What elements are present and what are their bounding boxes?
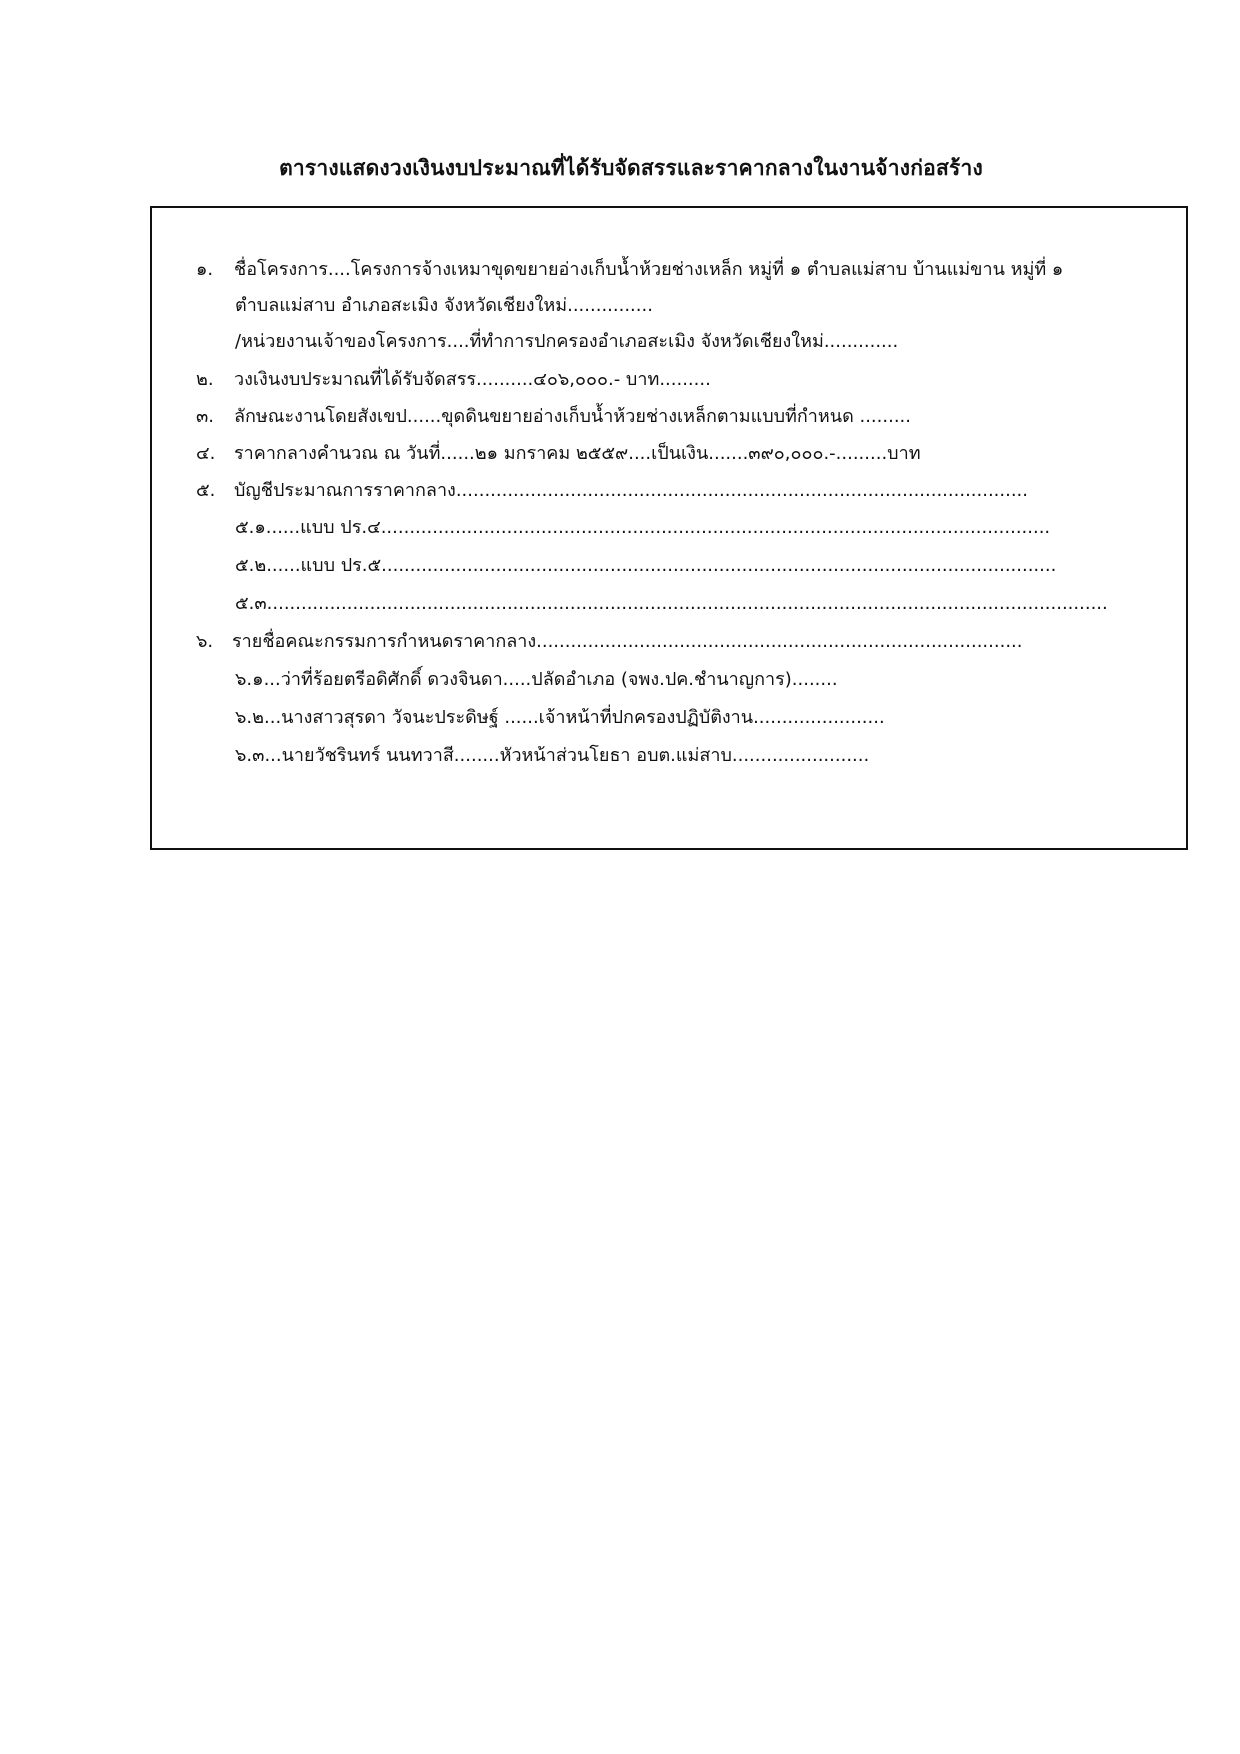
item-4-line (196, 442, 921, 466)
item-6-member-1: ๖.๑...ว่าที่ร้อยตรีอดิศักดิ์ ดวงจินดา.....ปลัดอำเภอ (จพง.ปค.ชำนาญการ)........ (235, 669, 838, 690)
item-1-project-name: ชื่อโครงการ....โครงการจ้างเหมาขุดขยายอ่างเก็บน้ำห้วยช่างเหล็ก หมู่ที่ ๑ ตำบลแม่สาบ บ้านแม่ขาน หมู่ที่ ๑ (234, 259, 1064, 280)
item-6-member-3: ๖.๓...นายวัชรินทร์ นนทวาสี........หัวหน้าส่วนโยธา อบต.แม่สาบ........................ (235, 745, 870, 766)
item-6-number: ๖. (196, 631, 214, 652)
item-3-line (196, 405, 911, 429)
item-1-number: ๑. (196, 259, 214, 280)
item-1-line-3-owner: /หน่วยงานเจ้าของโครงการ....ที่ทำการปกครองอำเภอสะเมิง จังหวัดเชียงใหม่............. (235, 331, 899, 352)
item-2-line (196, 368, 711, 392)
item-5-estimate-list: บัญชีประมาณการราคากลาง.................................................................................................... (234, 480, 1029, 501)
item-5-sub-1: ๕.๑......แบบ ปร.๔..................................................................................................................... (235, 517, 1051, 538)
item-4-number: ๔. (196, 443, 216, 464)
item-1-line-2: ตำบลแม่สาบ อำเภอสะเมิง จังหวัดเชียงใหม่............... (235, 295, 653, 316)
item-4-median-price: ราคากลางคำนวณ ณ วันที่......๒๑ มกราคม ๒๕๕๙....เป็นเงิน.......๓๙๐,๐๐๐.-.........บาท (234, 443, 921, 464)
item-3-number: ๓. (196, 406, 215, 427)
item-5-number: ๕. (196, 480, 216, 501)
item-3-description: ลักษณะงานโดยสังเขป......ขุดดินขยายอ่างเก็บน้ำห้วยช่างเหล็กตามแบบที่กำหนด ......... (234, 406, 911, 427)
item-5-line (196, 479, 1028, 503)
item-6-member-2: ๖.๒...นางสาวสุรดา วัจนะประดิษฐ์ ......เจ้าหน้าที่ปกครองปฏิบัติงาน....................... (235, 707, 885, 728)
item-2-budget: วงเงินงบประมาณที่ได้รับจัดสรร..........๔๐๖,๐๐๐.- บาท......... (234, 369, 711, 390)
page-title: ตารางแสดงวงเงินงบประมาณที่ได้รับจัดสรรและราคากลางในงานจ้างก่อสร้าง (279, 156, 983, 180)
item-5-sub-3: ๕.๓................................................................................................................................................... (235, 593, 1108, 614)
item-1-line-1 (196, 258, 1063, 282)
item-6-committee: รายชื่อคณะกรรมการกำหนดราคากลาง..................................................................................... (232, 631, 1023, 652)
item-2-number: ๒. (196, 369, 214, 390)
item-5-sub-2: ๕.๒......แบบ ปร.๕...................................................................................................................... (235, 555, 1057, 576)
item-6-line (196, 630, 1023, 654)
